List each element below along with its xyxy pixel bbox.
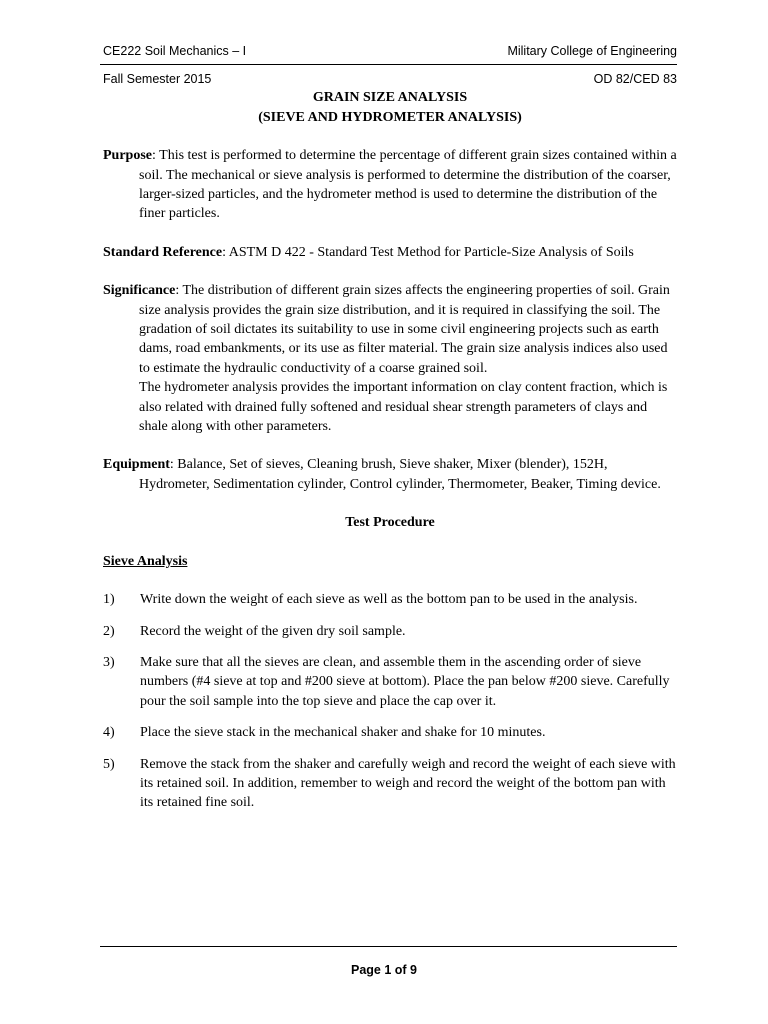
- test-procedure-heading: Test Procedure: [345, 515, 435, 531]
- equipment-section: [103, 455, 677, 494]
- course-title: CE222 Soil Mechanics – I: [103, 44, 247, 58]
- significance-section: [103, 281, 677, 436]
- significance-label: Significance: [103, 283, 176, 299]
- page-number: Page 1 of 9: [351, 963, 417, 977]
- document-title-line1: GRAIN SIZE ANALYSIS: [312, 90, 468, 105]
- step-number: 3): [103, 654, 115, 670]
- procedure-step: [103, 622, 677, 641]
- step-text: Record the weight of the given dry soil sample.: [140, 623, 406, 639]
- significance-text-continued: The hydrometer analysis provides the important information on clay content fraction, which is also related with drained fully softened and residual shear strength parameters of clays and shale along with other parameters.: [139, 380, 668, 435]
- standard-reference-section: [103, 243, 677, 262]
- sieve-analysis-heading: Sieve Analysis: [103, 553, 188, 569]
- purpose-label: Purpose: [103, 148, 152, 164]
- step-text: Remove the stack from the shaker and carefully weigh and record the weight of each sieve with its retained soil. In addition, remember to weigh and record the weight of the bottom pan with its retained fine soil.: [140, 756, 676, 811]
- purpose-text: : This test is performed to determine the percentage of different grain sizes contained within a soil. The mechanical or sieve analysis is performed to determine the distribution of the coarser, larger-sized particles, and the hydrometer method is used to determine the distribution of the finer particles.: [139, 148, 677, 222]
- purpose-section: [103, 146, 677, 224]
- step-text: Write down the weight of each sieve as well as the bottom pan to be used in the analysis.: [140, 592, 638, 608]
- footer-divider: [100, 946, 677, 947]
- document-title-line2: (SIEVE AND HYDROMETER ANALYSIS): [258, 109, 522, 125]
- header-divider: [100, 64, 677, 65]
- procedure-step: [103, 723, 677, 742]
- step-number: 1): [103, 592, 115, 608]
- semester-label: Fall Semester 2015: [103, 72, 212, 86]
- procedure-steps: [103, 590, 677, 813]
- step-text: Place the sieve stack in the mechanical shaker and shake for 10 minutes.: [140, 725, 546, 741]
- standard-reference-text: : ASTM D 422 - Standard Test Method for Particle-Size Analysis of Soils: [222, 244, 634, 260]
- equipment-text: : Balance, Set of sieves, Cleaning brush, Sieve shaker, Mixer (blender), 152H, Hydrometer, Sedimentation cylinder, Control cylinder, Thermometer, Beaker, Timing device.: [139, 457, 661, 492]
- procedure-step: [103, 590, 677, 609]
- step-text: Make sure that all the sieves are clean, and assemble them in the ascending order of sieve numbers (#4 sieve at top and #200 sieve at bottom). Place the pan below #200 sieve. Carefully pour the soil sample into the top sieve and place the cap over it.: [140, 654, 670, 709]
- step-number: 5): [103, 756, 115, 772]
- procedure-step: [103, 755, 677, 813]
- equipment-label: Equipment: [103, 457, 170, 473]
- procedure-step: [103, 653, 677, 711]
- standard-reference-label: Standard Reference: [103, 244, 223, 260]
- institution-name: Military College of Engineering: [507, 44, 677, 58]
- course-code: OD 82/CED 83: [593, 72, 677, 86]
- step-number: 2): [103, 623, 115, 639]
- step-number: 4): [103, 725, 115, 741]
- document-body: [103, 88, 677, 813]
- significance-text: : The distribution of different grain sizes affects the engineering properties of soil. Grain size analysis provides the grain size distribution, and it is required in classifying the soil. The gradation of soil dictates its suitability to use in some civil engineering projects such as earth dams, road embankments, or its use as filter material. The grain size analysis indices also used to estimate the hydraulic conductivity of a coarse grained soil.: [139, 283, 670, 376]
